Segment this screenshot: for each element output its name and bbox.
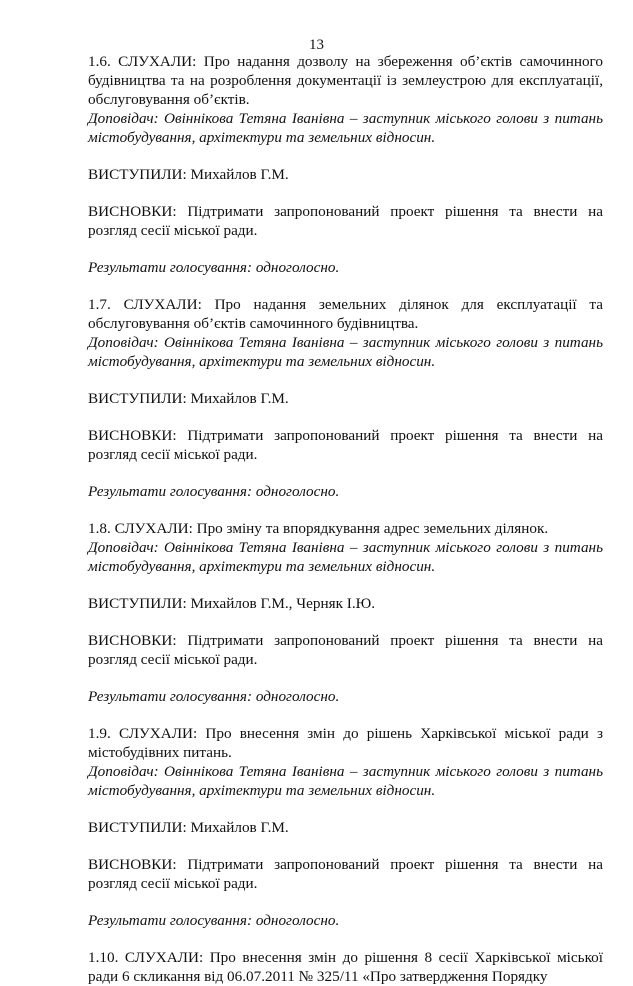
voting-result: Результати голосування: одноголосно.	[88, 688, 340, 705]
conclusions-text: ВИСНОВКИ: Підтримати запропонований проект рішення та внести на розгляд сесії міської ради.	[88, 632, 603, 668]
conclusions-text: ВИСНОВКИ: Підтримати запропонований проект рішення та внести на розгляд сесії міської ради.	[88, 203, 603, 239]
heard-text: 1.6. СЛУХАЛИ: Про надання дозволу на збереження об’єктів самочинного будівництва та на розроблення документації із землеустрою для експлуатації, обслуговування об’єктів.	[88, 53, 603, 108]
spoke-text: ВИСТУПИЛИ: Михайлов Г.М.	[88, 166, 289, 183]
agenda-item-1-6	[88, 52, 603, 277]
agenda-item-1-9	[88, 724, 603, 930]
reporter-text: Доповідач: Овіннікова Тетяна Іванівна – заступник міського голови з питань містобудування, архітектури та земельних відносин.	[88, 110, 603, 146]
reporter-text: Доповідач: Овіннікова Тетяна Іванівна – заступник міського голови з питань містобудування, архітектури та земельних відносин.	[88, 763, 603, 799]
agenda-item-1-8	[88, 519, 603, 706]
agenda-item-1-7	[88, 295, 603, 501]
spoke-text: ВИСТУПИЛИ: Михайлов Г.М., Черняк І.Ю.	[88, 595, 376, 612]
spoke-text: ВИСТУПИЛИ: Михайлов Г.М.	[88, 390, 289, 407]
spoke-text: ВИСТУПИЛИ: Михайлов Г.М.	[88, 819, 289, 836]
heard-text: 1.8. СЛУХАЛИ: Про зміну та впорядкування адрес земельних ділянок.	[88, 520, 549, 537]
conclusions-text: ВИСНОВКИ: Підтримати запропонований проект рішення та внести на розгляд сесії міської ради.	[88, 427, 603, 463]
page-number: 13	[309, 37, 324, 53]
agenda-item-1-10	[88, 948, 603, 986]
heard-text: 1.10. СЛУХАЛИ: Про внесення змін до рішення 8 сесії Харківської міської ради 6 скликання від 06.07.2011 № 325/11 «Про затвердження Порядку	[88, 949, 603, 985]
heard-text: 1.7. СЛУХАЛИ: Про надання земельних ділянок для експлуатації та обслуговування об’єктів самочинного будівництва.	[88, 296, 603, 332]
voting-result: Результати голосування: одноголосно.	[88, 259, 340, 276]
heard-text: 1.9. СЛУХАЛИ: Про внесення змін до рішень Харківської міської ради з містобудівних питань.	[88, 725, 603, 761]
voting-result: Результати голосування: одноголосно.	[88, 912, 340, 929]
document-body	[88, 52, 603, 986]
reporter-text: Доповідач: Овіннікова Тетяна Іванівна – заступник міського голови з питань містобудування, архітектури та земельних відносин.	[88, 334, 603, 370]
reporter-text: Доповідач: Овіннікова Тетяна Іванівна – заступник міського голови з питань містобудування, архітектури та земельних відносин.	[88, 539, 603, 575]
voting-result: Результати голосування: одноголосно.	[88, 483, 340, 500]
conclusions-text: ВИСНОВКИ: Підтримати запропонований проект рішення та внести на розгляд сесії міської ради.	[88, 856, 603, 892]
